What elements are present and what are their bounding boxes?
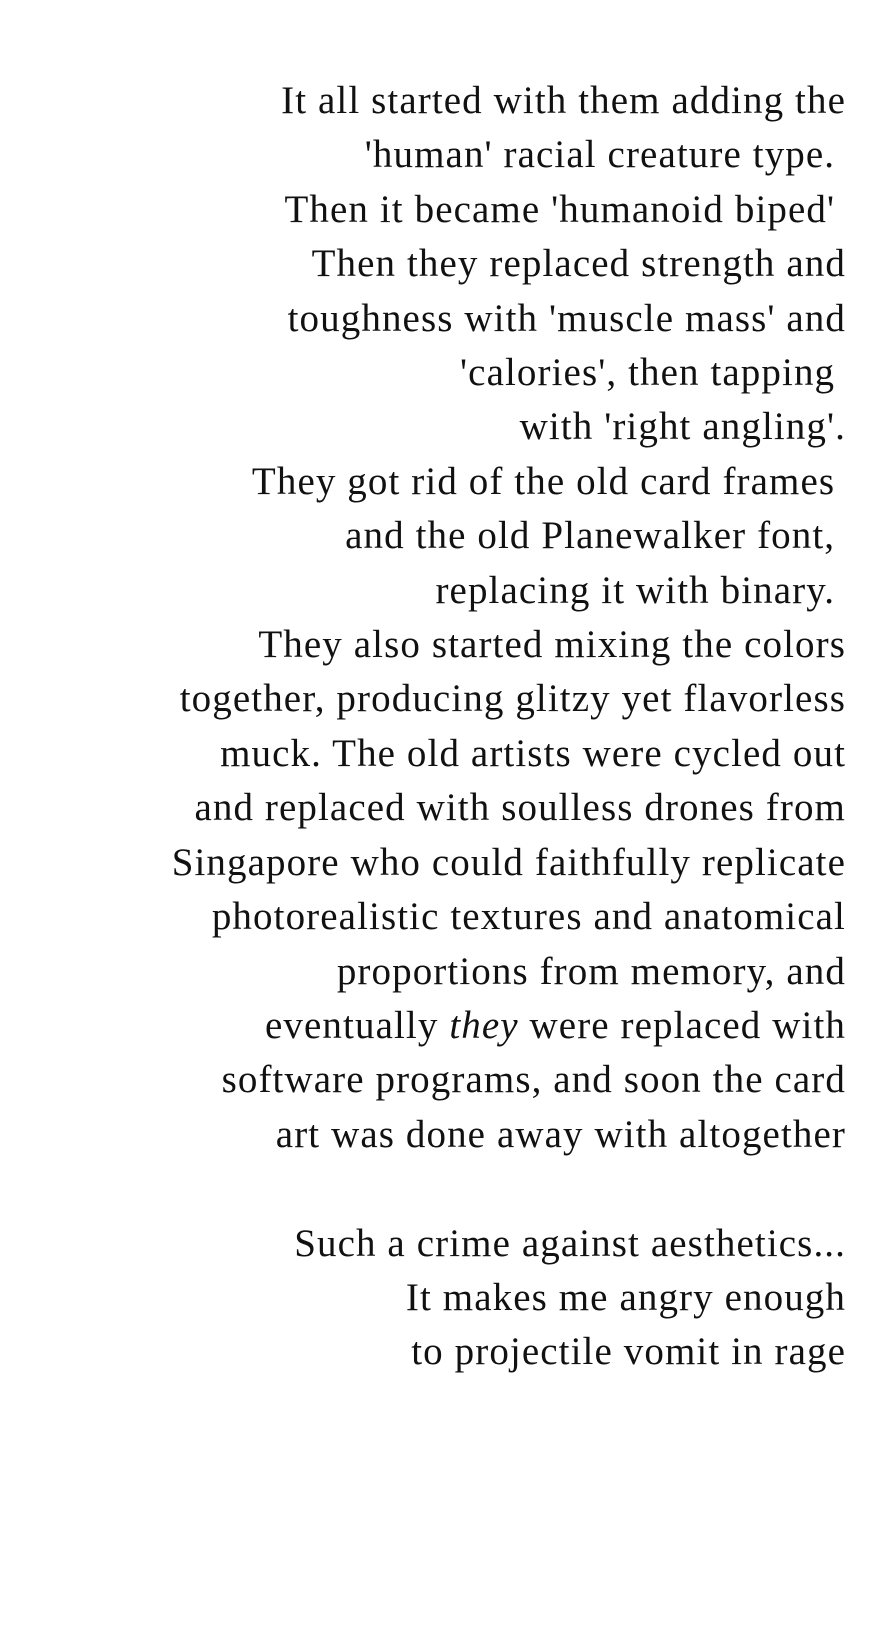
poem-line: and the old Planewalker font,	[345, 514, 846, 558]
poem-line: together, producing glitzy yet flavorless	[179, 677, 846, 721]
poem-line: They got rid of the old card frames	[251, 459, 846, 503]
poem-line: replacing it with binary.	[435, 568, 846, 612]
poem-line: Then it became 'humanoid biped'	[284, 187, 846, 231]
poem-line-with-emphasis	[26, 999, 846, 1053]
stanza-break	[26, 1162, 846, 1216]
poem-line: 'human' racial creature type.	[364, 133, 846, 177]
poem-line: It makes me angry enough	[405, 1275, 846, 1319]
poem-line: 'calories', then tapping	[460, 351, 846, 395]
emphasized-word: they	[449, 1003, 519, 1047]
poem-line: toughness with 'muscle mass' and	[287, 296, 846, 340]
poem-line: Then they replaced strength and	[311, 242, 846, 286]
poem-line-part: were replaced with	[518, 1003, 846, 1047]
poem-line: Such a crime against aesthetics...	[294, 1221, 846, 1265]
poem-line: It all started with them adding the	[281, 79, 846, 122]
poem-text	[26, 74, 846, 1380]
poem-line: software programs, and soon the card	[221, 1058, 846, 1102]
poem-line: to projectile vomit in rage	[411, 1330, 846, 1374]
poem-line: and replaced with soulless drones from	[194, 786, 846, 830]
poem-line-part: eventually	[265, 1003, 450, 1047]
poem-line: photorealistic textures and anatomical	[211, 895, 846, 939]
poem-line: art was done away with altogether	[275, 1112, 846, 1156]
poem-line: Singapore who could faithfully replicate	[171, 840, 846, 884]
poem-line: They also started mixing the colors	[258, 623, 846, 667]
poem-line: with 'right angling'.	[519, 405, 846, 449]
poem-line: proportions from memory, and	[336, 949, 846, 993]
poem-line: muck. The old artists were cycled out	[220, 731, 846, 775]
